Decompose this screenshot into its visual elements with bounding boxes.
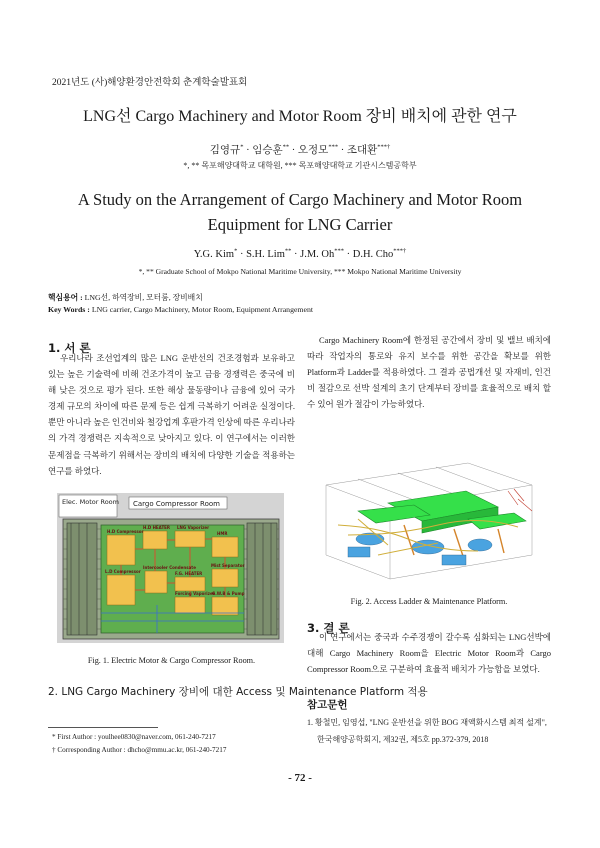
author-en-4: D.H. Cho	[352, 249, 394, 260]
keywords-english-label: Key Words :	[48, 305, 92, 314]
figure-2-drawing	[318, 455, 540, 587]
compressor-room-label: Cargo Compressor Room	[133, 500, 220, 508]
keywords-korean	[48, 292, 203, 303]
port-side-structure	[67, 523, 97, 635]
reference-item: 1. 황철민, 임영섭, "LNG 운반선을 위한 BOG 재액화시스템 최적 설계", 한국해양공학회지, 제32권, 제5호 pp.372-379, 2018	[307, 718, 547, 744]
section-3-body: 이 연구에서는 중국과 수주경쟁이 갈수록 심화되는 LNG선박에 대해 Cargo Machinery Room을 Electric Motor Room과 Cargo Compressor Room으로 구분하여 효율적 배치가 가능함을 보였다.	[307, 632, 551, 675]
author-ko-3: 오정모	[297, 145, 329, 156]
figure-1-caption: Fig. 1. Electric Motor & Cargo Compressor Room.	[87, 656, 256, 665]
gwb-pump-label: G.W.B & Pump	[212, 591, 245, 596]
references-heading: 참고문헌	[307, 699, 348, 711]
footnote-corresponding-author: † Corresponding Author : dhcho@mmu.ac.kr, 061-240-7217	[52, 746, 227, 754]
author-en-4-mark: ***†	[393, 247, 407, 255]
author-en-2: S.H. Lim	[246, 249, 285, 260]
author-sep: ·	[289, 145, 298, 156]
hd-compressor-label: H.D Compressor	[107, 529, 144, 534]
author-en-1-mark: *	[234, 247, 238, 255]
page-number: - 72 -	[288, 772, 312, 784]
author-sep: ·	[291, 249, 301, 260]
hd-heater-label: H.D HEATER	[143, 525, 170, 530]
author-ko-1-mark: *	[240, 143, 244, 151]
keywords-korean-label: 핵심용어 :	[48, 293, 85, 302]
author-en-3-mark: ***	[334, 247, 344, 255]
figure-1-drawing	[57, 493, 284, 643]
hmr-label: HMR	[217, 531, 228, 536]
author-ko-2: 임승훈	[252, 145, 283, 156]
author-ko-2-mark: **	[282, 143, 290, 151]
korean-authors	[0, 142, 600, 157]
intercooler-label: Intercooler Condensate	[143, 565, 196, 570]
korean-affiliation: *, ** 목포해양대학교 대학원, *** 목포해양대학교 기관시스템공학부	[183, 161, 417, 170]
author-ko-4-mark: ***†	[377, 143, 391, 151]
figure-2-access-platform	[318, 455, 540, 587]
section-3-heading: 3. 결 론	[307, 621, 350, 635]
author-en-3: J.M. Oh	[300, 249, 335, 260]
keywords-english-text: LNG carrier, Cargo Machinery, Motor Room, Equipment Arrangement	[91, 305, 314, 314]
author-ko-3-mark: ***	[328, 143, 339, 151]
column-2-body: Cargo Machinery Room에 한정된 공간에서 장비 및 밸브 배치에 따라 작업자의 통로와 유지 보수를 위한 공간을 확보를 위한 Platform과 Ladder를 적용하였다. 그 결과 공법개선 및 자재비, 인건비 절감으로 선박 설계의 초기 단계부터 장비를 효율적으로 배치 할 수 있어 원가 절감이 가능하였다.	[307, 335, 551, 410]
english-authors	[0, 249, 600, 260]
author-sep: ·	[338, 145, 347, 156]
fg-heater-label: F.G. HEATER	[175, 571, 203, 576]
keywords-korean-text: LNG선, 하역장비, 모터룸, 장비배치	[84, 293, 203, 302]
footnote-first-author: * First Author : youlhee0830@naver.com, 061-240-7217	[52, 733, 216, 741]
english-title: A Study on the Arrangement of Cargo Machinery and Motor Room Equipment for LNG Carrier	[77, 190, 523, 234]
author-sep: ·	[243, 145, 253, 156]
author-ko-4: 조대환	[346, 145, 378, 156]
lng-vaporizer-label: LNG Vaporizer	[177, 525, 210, 530]
footnote-rule	[48, 727, 158, 728]
english-affiliation: *, ** Graduate School of Mokpo National Maritime University, *** Mokpo National Maritime University	[138, 267, 462, 276]
korean-title: LNG선 Cargo Machinery and Motor Room 장비 배치에 관한 연구	[83, 108, 517, 125]
author-en-1: Y.G. Kim	[193, 249, 235, 260]
starboard-side-structure	[247, 523, 277, 635]
elec-motor-room-label: Elec. Motor Room	[62, 498, 119, 506]
mist-separator-label: Mist Separator	[211, 563, 245, 568]
section-1-heading: 1. 서 론	[48, 341, 91, 355]
author-ko-1: 김영규	[209, 145, 241, 156]
section-1-body: 우리나라 조선업계의 많은 LNG 운반선의 건조경험과 보유하고 있는 높은 기술력에 비해 건조가격이 높고 금융 경쟁력은 중국에 비해 낮은 것으로 평가 된다. 또한 해상 물동량이나 금융에 있어 국가 경제 규모의 차이에 따른 문제 등은 쉽게 극복하기 어려운 실정이다. 뿐만 아니라 높은 인건비와 철강업계 후판가격 인상에 따른 우리나라의 가격 경쟁력은 지속적으로 낮아지고 있다. 이 연구에서는 이러한 문제점을 극복하기 위해서는 장비의 배치에 다양한 기술을 적용하는 연구를 하였다.	[48, 353, 295, 476]
figure-1-electric-motor-room	[57, 493, 284, 643]
figure-2-caption: Fig. 2. Access Ladder & Maintenance Platform.	[350, 597, 508, 606]
author-sep: ·	[344, 249, 353, 260]
ld-compressor-label: L.D Compressor	[105, 569, 141, 574]
keywords-english	[48, 305, 313, 314]
author-en-2-mark: **	[284, 247, 292, 255]
conference-header: 2021년도 (사)해양환경안전학회 춘계학술발표회	[52, 78, 248, 88]
author-sep: ·	[237, 249, 247, 260]
forcing-vaporizer-label: Forcing Vaporizer	[175, 591, 215, 596]
section-2-heading: 2. LNG Cargo Machinery 장비에 대한 Access 및 Maintenance Platform 적용	[48, 686, 428, 698]
